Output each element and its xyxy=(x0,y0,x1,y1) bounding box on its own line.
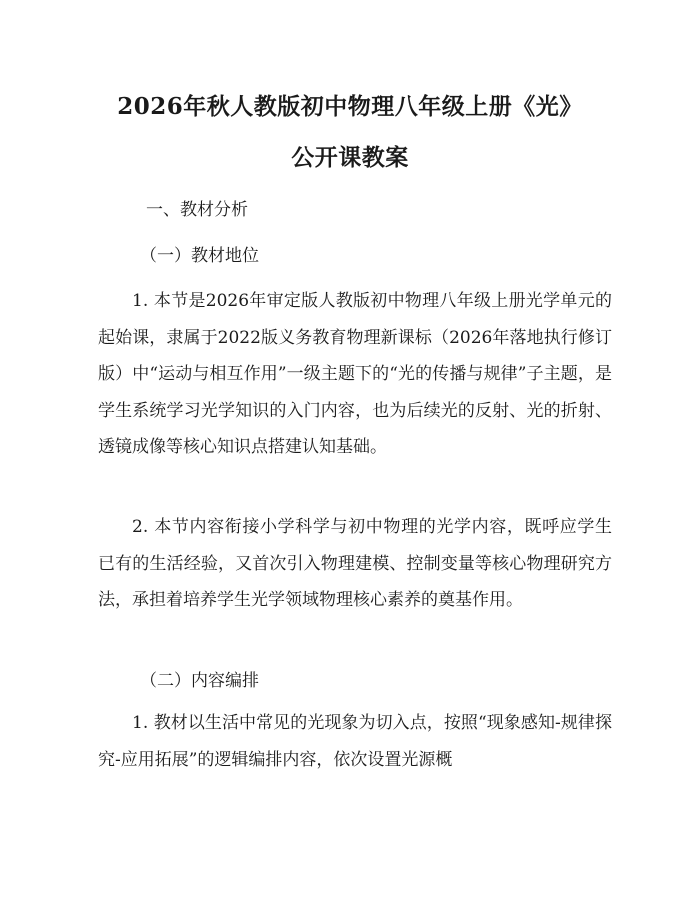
section-heading-textbook-analysis: 一、教材分析 xyxy=(146,200,248,220)
subsection-heading-textbook-position: （一）教材地位 xyxy=(140,246,259,266)
document-title-line-1: 2026年秋人教版初中物理八年级上册《光》 xyxy=(117,93,583,120)
paragraph-arrangement-1: 1. 教材以生活中常见的光现象为切入点，按照“现象感知-规律探究-应用拓展”的逻辑编排内容，依次设置光源概 xyxy=(98,713,612,770)
subsection-heading-content-arrangement: （二）内容编排 xyxy=(140,671,259,691)
paragraph-position-1: 1. 本节是2026年审定版人教版初中物理八年级上册光学单元的起始课，隶属于2022版义务教育物理新课标（2026年落地执行修订版）中“运动与相互作用”一级主题下的“光的传播与规律”子主题，是学生系统学习光学知识的入门内容，也为后续光的反射、光的折射、透镜成像等核心知识点搭建认知基础。 xyxy=(98,291,612,457)
document-title-line-2: 公开课教案 xyxy=(291,144,409,171)
paragraph-position-2: 2. 本节内容衔接小学科学与初中物理的光学内容，既呼应学生已有的生活经验，又首次引入物理建模、控制变量等核心物理研究方法，承担着培养学生光学领域物理核心素养的奠基作用。 xyxy=(98,517,612,610)
